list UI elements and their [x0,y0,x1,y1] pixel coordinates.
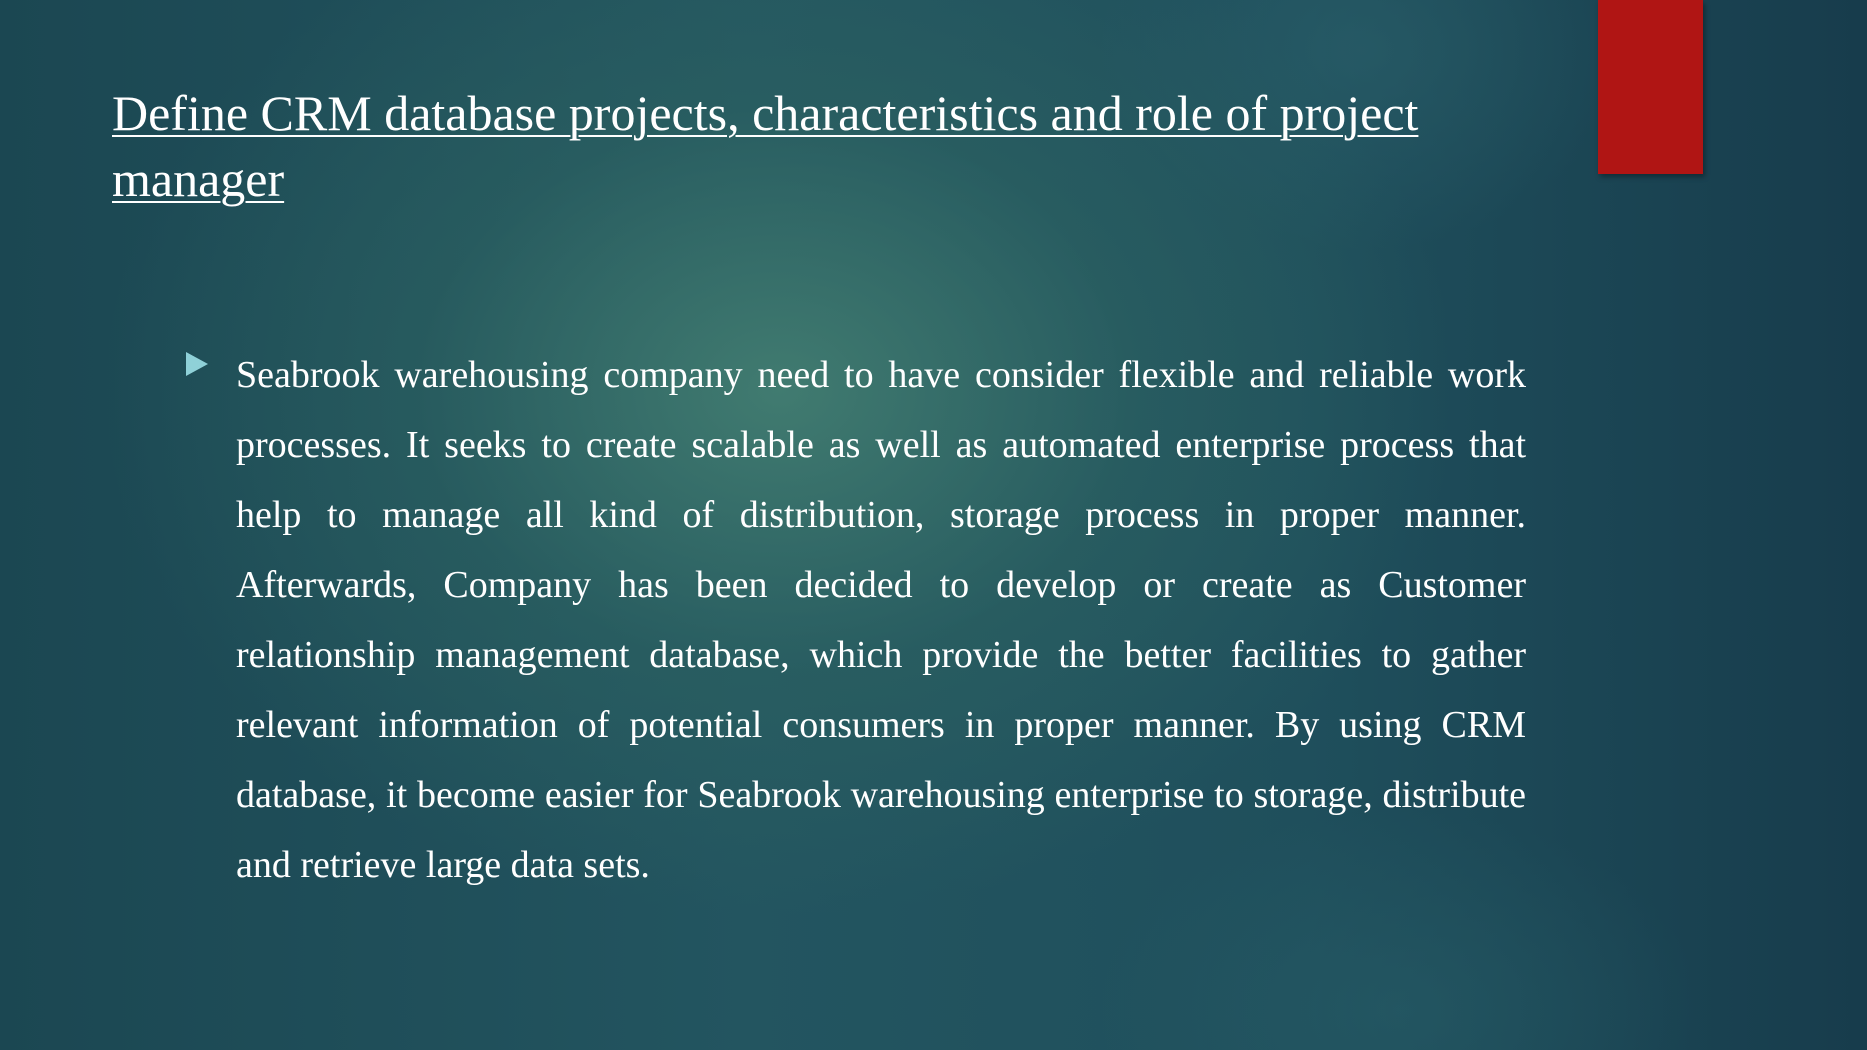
triangle-bullet-icon [186,352,208,376]
bullet-text: Seabrook warehousing company need to have consider flexible and reliable work processes. It seeks to create scalable as well as automated enterprise process that help to manage all kind of distribution, storage process in proper manner. Afterwards, Company has been decided to develop or create as Customer relationship management database, which provide the better facilities to gather relevant information of potential consumers in proper manner. By using CRM database, it become easier for Seabrook warehousing enterprise to storage, distribute and retrieve large data sets. [236,354,1526,886]
slide-title: Define CRM database projects, characteristics and role of project manager [112,85,1419,207]
red-accent-bar [1598,0,1703,174]
bullet-item [183,340,1526,900]
slide-content [183,340,1526,900]
